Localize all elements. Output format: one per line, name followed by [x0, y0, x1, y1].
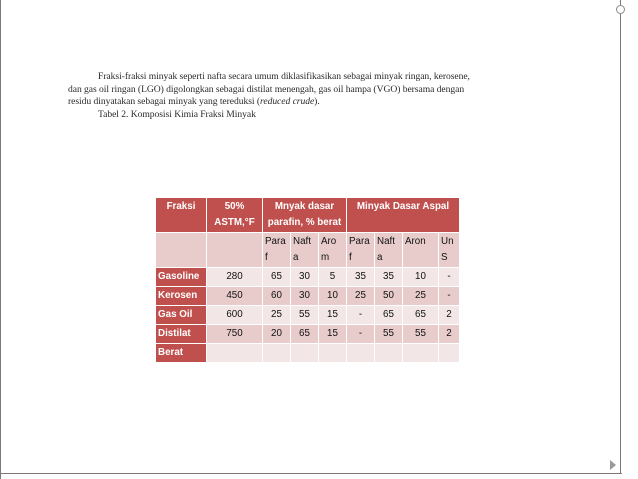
cell-astm: 280 [207, 268, 263, 287]
header-aspal: Minyak Dasar Aspal [347, 198, 460, 233]
table-header-row [156, 198, 460, 233]
cell: - [439, 268, 460, 287]
table-row [156, 268, 460, 287]
paragraph-line-3-end: ). [314, 96, 320, 108]
paragraph-line-1: Fraksi-fraksi minyak seperti nafta secara umum diklasifikasikan sebagai minyak ringan, kerosene, [98, 71, 470, 82]
subheader-paraf-2: Paraf [347, 233, 375, 268]
row-label: Gasoline [156, 268, 207, 287]
cell: 30 [291, 287, 319, 306]
cell: 2 [439, 306, 460, 325]
reduced-crude-term: reduced crude [260, 96, 315, 108]
cell: 10 [403, 268, 439, 287]
cell: 25 [347, 287, 375, 306]
circle-mark-icon [616, 5, 625, 14]
cell-astm: 750 [207, 325, 263, 344]
cell [291, 344, 319, 363]
header-astm: 50% ASTM,°F [207, 198, 263, 233]
subheader-paraf-1: Paraf [263, 233, 291, 268]
table-row [156, 344, 460, 363]
cell: 55 [403, 325, 439, 344]
cell: 5 [319, 268, 347, 287]
cell: 30 [291, 268, 319, 287]
cell: 35 [347, 268, 375, 287]
cell [375, 344, 403, 363]
paragraph-line-2: dan gas oil ringan (LGO) digolongkan sebagai distilat menengah, gas oil hampa (VGO) bersama dengan [68, 83, 465, 95]
cell: 2 [439, 325, 460, 344]
cell: 25 [403, 287, 439, 306]
table-row [156, 287, 460, 306]
row-label: Gas Oil [156, 306, 207, 325]
cell: 60 [263, 287, 291, 306]
subheader-arom: Arom [319, 233, 347, 268]
subheader-empty-1 [156, 233, 207, 268]
subheader-uns: UnS [439, 233, 460, 268]
composition-table [155, 197, 460, 363]
row-label: Kerosen [156, 287, 207, 306]
cell: 50 [375, 287, 403, 306]
header-fraksi: Fraksi [156, 198, 207, 233]
slide-border-right [620, 0, 621, 474]
cell [439, 344, 460, 363]
cell: 55 [291, 306, 319, 325]
cell [263, 344, 291, 363]
cell: 25 [263, 306, 291, 325]
cell: - [347, 306, 375, 325]
table-subheader-row [156, 233, 460, 268]
body-paragraph [68, 71, 588, 121]
row-label: Berat [156, 344, 207, 363]
subheader-aron: Aron [403, 233, 439, 268]
cell: - [439, 287, 460, 306]
cell-astm: 450 [207, 287, 263, 306]
cell: 10 [319, 287, 347, 306]
subheader-nafta-1: Nafta [291, 233, 319, 268]
cell: 15 [319, 325, 347, 344]
cell-astm: 600 [207, 306, 263, 325]
cell: 20 [263, 325, 291, 344]
cell: 15 [319, 306, 347, 325]
cell: 65 [375, 306, 403, 325]
slide-border-left [0, 0, 1, 479]
cell-astm [207, 344, 263, 363]
subheader-empty-2 [207, 233, 263, 268]
cell: 35 [375, 268, 403, 287]
cell: 65 [263, 268, 291, 287]
cell: 65 [291, 325, 319, 344]
cell [347, 344, 375, 363]
paragraph-line-3 [68, 96, 588, 109]
cell: - [347, 325, 375, 344]
cell: 55 [375, 325, 403, 344]
next-arrow-icon[interactable] [610, 460, 616, 470]
cell [319, 344, 347, 363]
subheader-nafta-2: Nafta [375, 233, 403, 268]
row-label: Distilat [156, 325, 207, 344]
slide-border-bottom [0, 473, 622, 474]
table-caption: Tabel 2. Komposisi Kimia Fraksi Minyak [98, 108, 256, 120]
cell: 65 [403, 306, 439, 325]
table-row [156, 306, 460, 325]
cell [403, 344, 439, 363]
table-row [156, 325, 460, 344]
header-parafin: Mnyak dasar parafin, % berat [263, 198, 347, 233]
paragraph-line-3-start: residu dinyatakan sebagai minyak yang tereduksi ( [68, 96, 261, 108]
